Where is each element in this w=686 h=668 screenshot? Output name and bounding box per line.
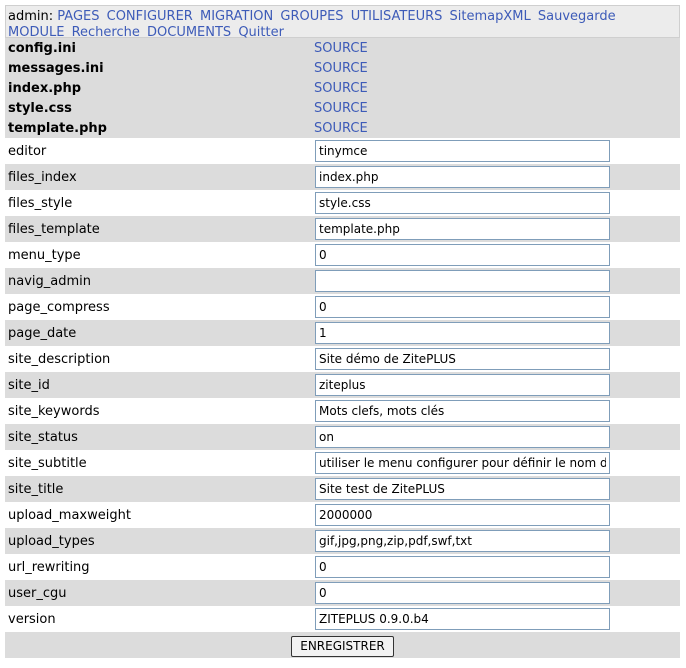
param-value-cell (311, 346, 680, 372)
param-key: site_description (5, 346, 311, 372)
param-key: navig_admin (5, 268, 311, 294)
param-value-cell (311, 294, 680, 320)
param-row (5, 346, 680, 372)
nav-link-migration[interactable]: MIGRATION (199, 9, 274, 24)
param-key: files_style (5, 190, 311, 216)
file-row (5, 98, 680, 118)
file-name: config.ini (5, 38, 311, 58)
param-value-input[interactable] (315, 140, 610, 162)
param-row (5, 606, 680, 632)
config-page (5, 5, 680, 658)
param-row (5, 216, 680, 242)
file-row (5, 78, 680, 98)
param-row (5, 554, 680, 580)
param-value-cell (311, 164, 680, 190)
param-row (5, 268, 680, 294)
param-row (5, 190, 680, 216)
param-value-cell (311, 502, 680, 528)
param-value-input[interactable] (315, 556, 610, 578)
param-value-cell (311, 450, 680, 476)
param-value-cell (311, 606, 680, 632)
param-key: page_compress (5, 294, 311, 320)
param-row (5, 372, 680, 398)
param-row (5, 138, 680, 164)
param-value-input[interactable] (315, 296, 610, 318)
file-source-cell (311, 118, 680, 138)
param-key: site_subtitle (5, 450, 311, 476)
param-key: site_status (5, 424, 311, 450)
param-value-input[interactable] (315, 218, 610, 240)
param-row (5, 164, 680, 190)
param-value-input[interactable] (315, 452, 610, 474)
param-key: upload_types (5, 528, 311, 554)
file-row (5, 58, 680, 78)
param-value-input[interactable] (315, 348, 610, 370)
form-footer (5, 632, 680, 658)
param-key: site_id (5, 372, 311, 398)
param-row (5, 294, 680, 320)
param-key: user_cgu (5, 580, 311, 606)
nav-link-sitemapxml[interactable]: SitemapXML (449, 9, 531, 24)
param-value-cell (311, 580, 680, 606)
param-value-input[interactable] (315, 608, 610, 630)
param-value-input[interactable] (315, 504, 610, 526)
nav-link-module[interactable]: MODULE (8, 25, 65, 40)
file-source-cell (311, 38, 680, 58)
param-value-input[interactable] (315, 244, 610, 266)
param-key: site_title (5, 476, 311, 502)
file-source-cell (311, 58, 680, 78)
nav-link-quitter[interactable]: Quitter (238, 25, 284, 40)
param-value-cell (311, 268, 680, 294)
param-value-cell (311, 216, 680, 242)
param-row (5, 476, 680, 502)
param-row (5, 450, 680, 476)
param-value-input[interactable] (315, 530, 610, 552)
file-row (5, 118, 680, 138)
param-value-input[interactable] (315, 192, 610, 214)
param-row (5, 502, 680, 528)
param-value-cell (311, 372, 680, 398)
param-value-cell (311, 320, 680, 346)
nav-link-sauvegarde[interactable]: Sauvegarde (537, 9, 616, 24)
nav-link-recherche[interactable]: Recherche (71, 25, 140, 40)
param-key: files_index (5, 164, 311, 190)
nav-link-pages[interactable]: PAGES (57, 9, 100, 24)
param-key: page_date (5, 320, 311, 346)
param-key: editor (5, 138, 311, 164)
param-value-input[interactable] (315, 582, 610, 604)
param-value-input[interactable] (315, 400, 610, 422)
param-value-cell (311, 190, 680, 216)
save-button[interactable]: ENREGISTRER (291, 636, 394, 657)
admin-label: admin: (8, 9, 54, 24)
file-name: index.php (5, 78, 311, 98)
file-name: template.php (5, 118, 311, 138)
source-link[interactable]: SOURCE (314, 100, 368, 116)
param-row (5, 424, 680, 450)
admin-nav-bar (5, 5, 680, 38)
param-value-input[interactable] (315, 374, 610, 396)
param-key: files_template (5, 216, 311, 242)
param-value-input[interactable] (315, 270, 610, 292)
param-value-cell (311, 424, 680, 450)
source-link[interactable]: SOURCE (314, 60, 368, 76)
param-key: menu_type (5, 242, 311, 268)
param-value-cell (311, 138, 680, 164)
param-value-input[interactable] (315, 426, 610, 448)
file-source-cell (311, 78, 680, 98)
param-key: version (5, 606, 311, 632)
nav-link-configurer[interactable]: CONFIGURER (106, 9, 193, 24)
param-value-input[interactable] (315, 166, 610, 188)
file-name: messages.ini (5, 58, 311, 78)
param-key: url_rewriting (5, 554, 311, 580)
param-value-cell (311, 528, 680, 554)
param-row (5, 580, 680, 606)
param-row (5, 398, 680, 424)
param-value-cell (311, 398, 680, 424)
param-value-cell (311, 554, 680, 580)
config-table (5, 38, 680, 658)
source-link[interactable]: SOURCE (314, 40, 368, 56)
source-link[interactable]: SOURCE (314, 80, 368, 96)
param-value-cell (311, 242, 680, 268)
param-value-input[interactable] (315, 478, 610, 500)
file-source-cell (311, 98, 680, 118)
param-row (5, 528, 680, 554)
param-value-cell (311, 476, 680, 502)
param-key: upload_maxweight (5, 502, 311, 528)
param-row (5, 320, 680, 346)
param-row (5, 242, 680, 268)
source-link[interactable]: SOURCE (314, 120, 368, 136)
nav-link-utilisateurs[interactable]: UTILISATEURS (350, 9, 443, 24)
nav-link-groupes[interactable]: GROUPES (280, 9, 344, 24)
param-key: site_keywords (5, 398, 311, 424)
file-name: style.css (5, 98, 311, 118)
file-row (5, 38, 680, 58)
nav-link-documents[interactable]: DOCUMENTS (147, 25, 232, 40)
param-value-input[interactable] (315, 322, 610, 344)
